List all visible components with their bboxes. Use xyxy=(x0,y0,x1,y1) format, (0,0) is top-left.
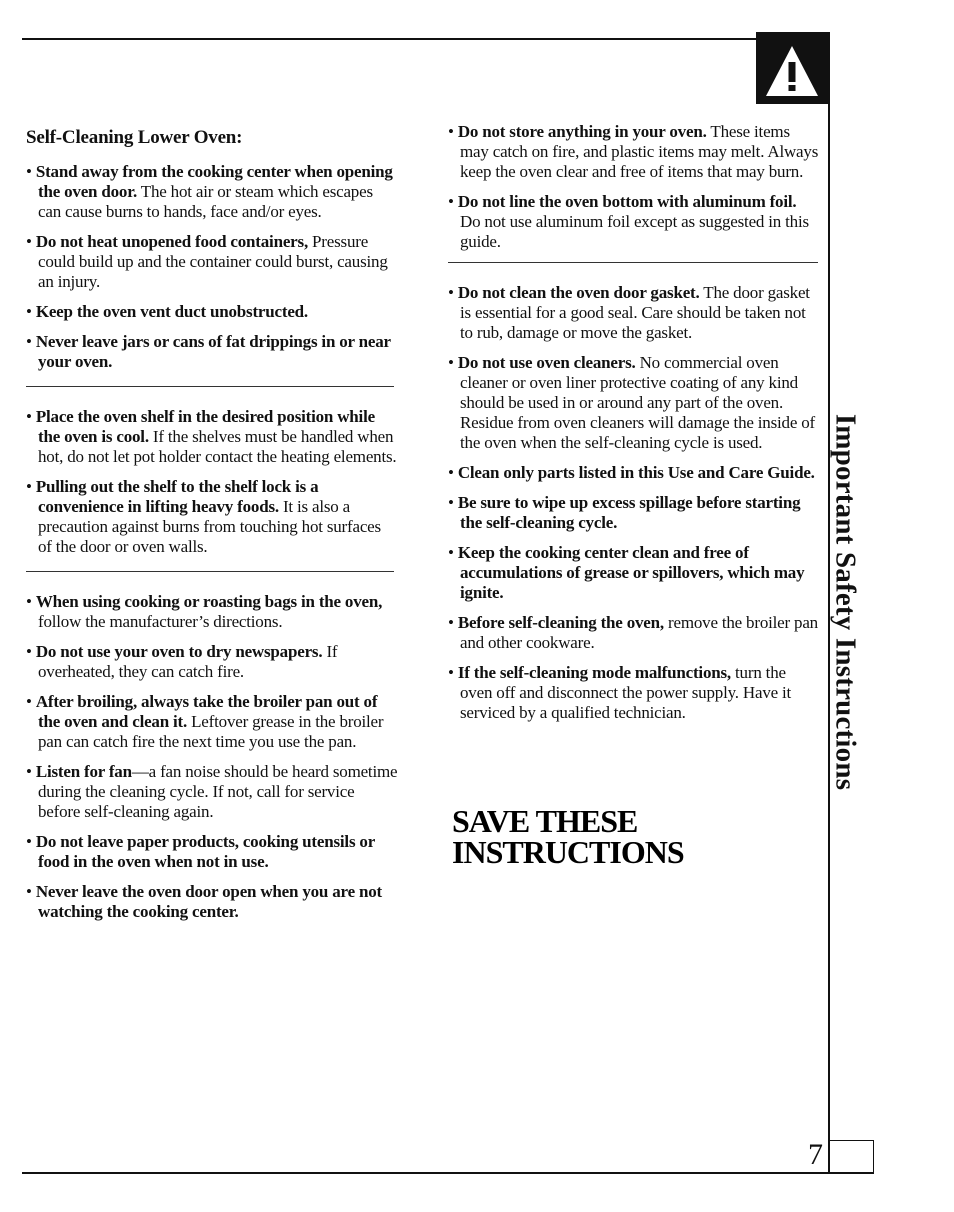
bullet-bold-text: Place the oven shelf in the desired position while the oven is cool. xyxy=(35,407,375,446)
bullet-icon: • xyxy=(448,493,458,512)
bullet-icon: • xyxy=(26,642,36,661)
bullet-icon: • xyxy=(26,232,36,251)
bullet-bold-text: Do not use your oven to dry newspapers. xyxy=(35,642,323,661)
bullet-body-text: These items may catch on fire, and plastic items may melt. Always keep the oven clear and free of items that may burn. xyxy=(460,122,819,181)
bullet-bold-text: Clean only parts listed in this Use and Care Guide. xyxy=(457,463,815,482)
warning-triangle-icon xyxy=(756,32,828,104)
bullet-icon: • xyxy=(448,192,458,211)
bullet-icon: • xyxy=(448,663,458,682)
bullet-item xyxy=(26,477,398,557)
section-separator xyxy=(448,262,818,263)
bullet-icon: • xyxy=(448,122,458,141)
bullet-bold-text: Do not leave paper products, cooking utensils or food in the oven when not in use. xyxy=(35,832,375,871)
bullet-item xyxy=(448,192,820,252)
page-number: 7 xyxy=(808,1138,823,1171)
bullet-body-text: Pressure could build up and the container could burst, causing an injury. xyxy=(38,232,388,291)
warning-box xyxy=(756,32,828,104)
bullet-bold-text: Do not line the oven bottom with aluminum foil. xyxy=(457,192,797,211)
bullet-icon: • xyxy=(448,463,458,482)
bullet-bold-text: If the self-cleaning mode malfunctions, xyxy=(457,663,731,682)
right-content xyxy=(448,122,820,723)
bullet-bold-text: Be sure to wipe up excess spillage before starting the self-cleaning cycle. xyxy=(457,493,801,532)
bullet-bold-text: When using cooking or roasting bags in the oven, xyxy=(35,592,383,611)
bottom-rule xyxy=(22,1172,874,1174)
bullet-item xyxy=(26,162,398,222)
bullet-item xyxy=(26,692,398,752)
bullet-item xyxy=(448,463,820,483)
save-title-line-1: SAVE THESE xyxy=(452,803,638,839)
bullet-icon: • xyxy=(26,302,36,321)
bullet-item xyxy=(448,613,820,653)
save-instructions-title xyxy=(452,803,812,870)
bullet-body-text: It is also a precaution against burns from touching hot surfaces of the door or oven walls. xyxy=(38,497,381,556)
right-column xyxy=(448,122,820,733)
bullet-body-text: —a fan noise should be heard sometime during the cleaning cycle. If not, call for service before self-cleaning again. xyxy=(38,762,398,821)
bullet-body-text: Do not use aluminum foil except as suggested in this guide. xyxy=(460,212,809,251)
bullet-bold-text: Before self-cleaning the oven, xyxy=(457,613,664,632)
bullet-item xyxy=(26,302,398,322)
bullet-bold-text: Never leave the oven door open when you are not watching the cooking center. xyxy=(35,882,382,921)
bullet-item xyxy=(26,642,398,682)
bullet-icon: • xyxy=(26,832,36,851)
bullet-icon: • xyxy=(26,592,36,611)
bullet-body-text: If the shelves must be handled when hot, do not let pot holder contact the heating elements. xyxy=(38,427,397,466)
bullet-item xyxy=(26,832,398,872)
bullet-bold-text: Never leave jars or cans of fat drippings in or near your oven. xyxy=(35,332,391,371)
bullet-body-text: The hot air or steam which escapes can cause burns to hands, face and/or eyes. xyxy=(38,182,373,221)
bullet-icon: • xyxy=(26,162,36,181)
bullet-icon: • xyxy=(26,477,36,496)
section-title: Self-Cleaning Lower Oven: xyxy=(26,127,243,148)
bullet-icon: • xyxy=(26,762,36,781)
bullet-body-text: follow the manufacturer’s directions. xyxy=(38,612,283,631)
bullet-icon: • xyxy=(26,407,36,426)
bullet-item xyxy=(448,543,820,603)
bullet-bold-text: Listen for fan xyxy=(35,762,132,781)
bullet-item xyxy=(26,407,398,467)
bullet-item xyxy=(448,493,820,533)
bullet-bold-text: Pulling out the shelf to the shelf lock is a convenience in lifting heavy foods. xyxy=(35,477,319,516)
bullet-bold-text: Do not heat unopened food containers, xyxy=(35,232,308,251)
bullet-bold-text: Do not clean the oven door gasket. xyxy=(457,283,700,302)
bullet-bold-text: After broiling, always take the broiler pan out of the oven and clean it. xyxy=(35,692,378,731)
bullet-item xyxy=(26,882,398,922)
bullet-icon: • xyxy=(26,692,36,711)
bullet-body-text: No commercial oven cleaner or oven liner protective coating of any kind should be used in or around any part of the oven. Residue from oven cleaners will damage the inside of the oven when the self-cleaning cycle is used. xyxy=(460,353,815,452)
page-number-top-rule xyxy=(828,1140,874,1141)
bullet-icon: • xyxy=(448,543,458,562)
bullet-bold-text: Keep the cooking center clean and free of accumulations of grease or spillovers, which may ignite. xyxy=(457,543,805,602)
bullet-body-text: The door gasket is essential for a good seal. Care should be taken not to rub, damage or move the gasket. xyxy=(460,283,810,342)
bullet-icon: • xyxy=(448,613,458,632)
bullet-item xyxy=(26,762,398,822)
left-content xyxy=(26,162,398,922)
bullet-bold-text: Keep the oven vent duct unobstructed. xyxy=(35,302,308,321)
bullet-item xyxy=(26,332,398,372)
bullet-icon: • xyxy=(26,332,36,351)
bullet-item xyxy=(26,232,398,292)
bullet-body-text: Leftover grease in the broiler pan can catch fire the next time you use the pan. xyxy=(38,712,384,751)
bullet-body-text: remove the broiler pan and other cookware. xyxy=(460,613,818,652)
bullet-icon: • xyxy=(26,882,36,901)
bullet-bold-text: Do not store anything in your oven. xyxy=(457,122,707,141)
bullet-bold-text: Stand away from the cooking center when opening the oven door. xyxy=(35,162,393,201)
bullet-icon: • xyxy=(448,283,458,302)
bullet-item xyxy=(448,663,820,723)
bullet-icon: • xyxy=(448,353,458,372)
top-rule xyxy=(22,38,830,40)
bullet-item xyxy=(26,592,398,632)
page-number-rule xyxy=(873,1140,874,1173)
bullet-body-text: If overheated, they can catch fire. xyxy=(38,642,338,681)
save-title-line-2: INSTRUCTIONS xyxy=(452,834,684,870)
bullet-bold-text: Do not use oven cleaners. xyxy=(457,353,636,372)
bullet-item xyxy=(448,122,820,182)
bullet-item xyxy=(448,283,820,343)
side-section-title: Important Safety Instructions xyxy=(829,413,862,791)
bullet-body-text: turn the oven off and disconnect the power supply. Have it serviced by a qualified technician. xyxy=(460,663,792,722)
left-column xyxy=(26,128,398,932)
section-separator xyxy=(26,571,394,572)
section-separator xyxy=(26,386,394,387)
bullet-item xyxy=(448,353,820,453)
